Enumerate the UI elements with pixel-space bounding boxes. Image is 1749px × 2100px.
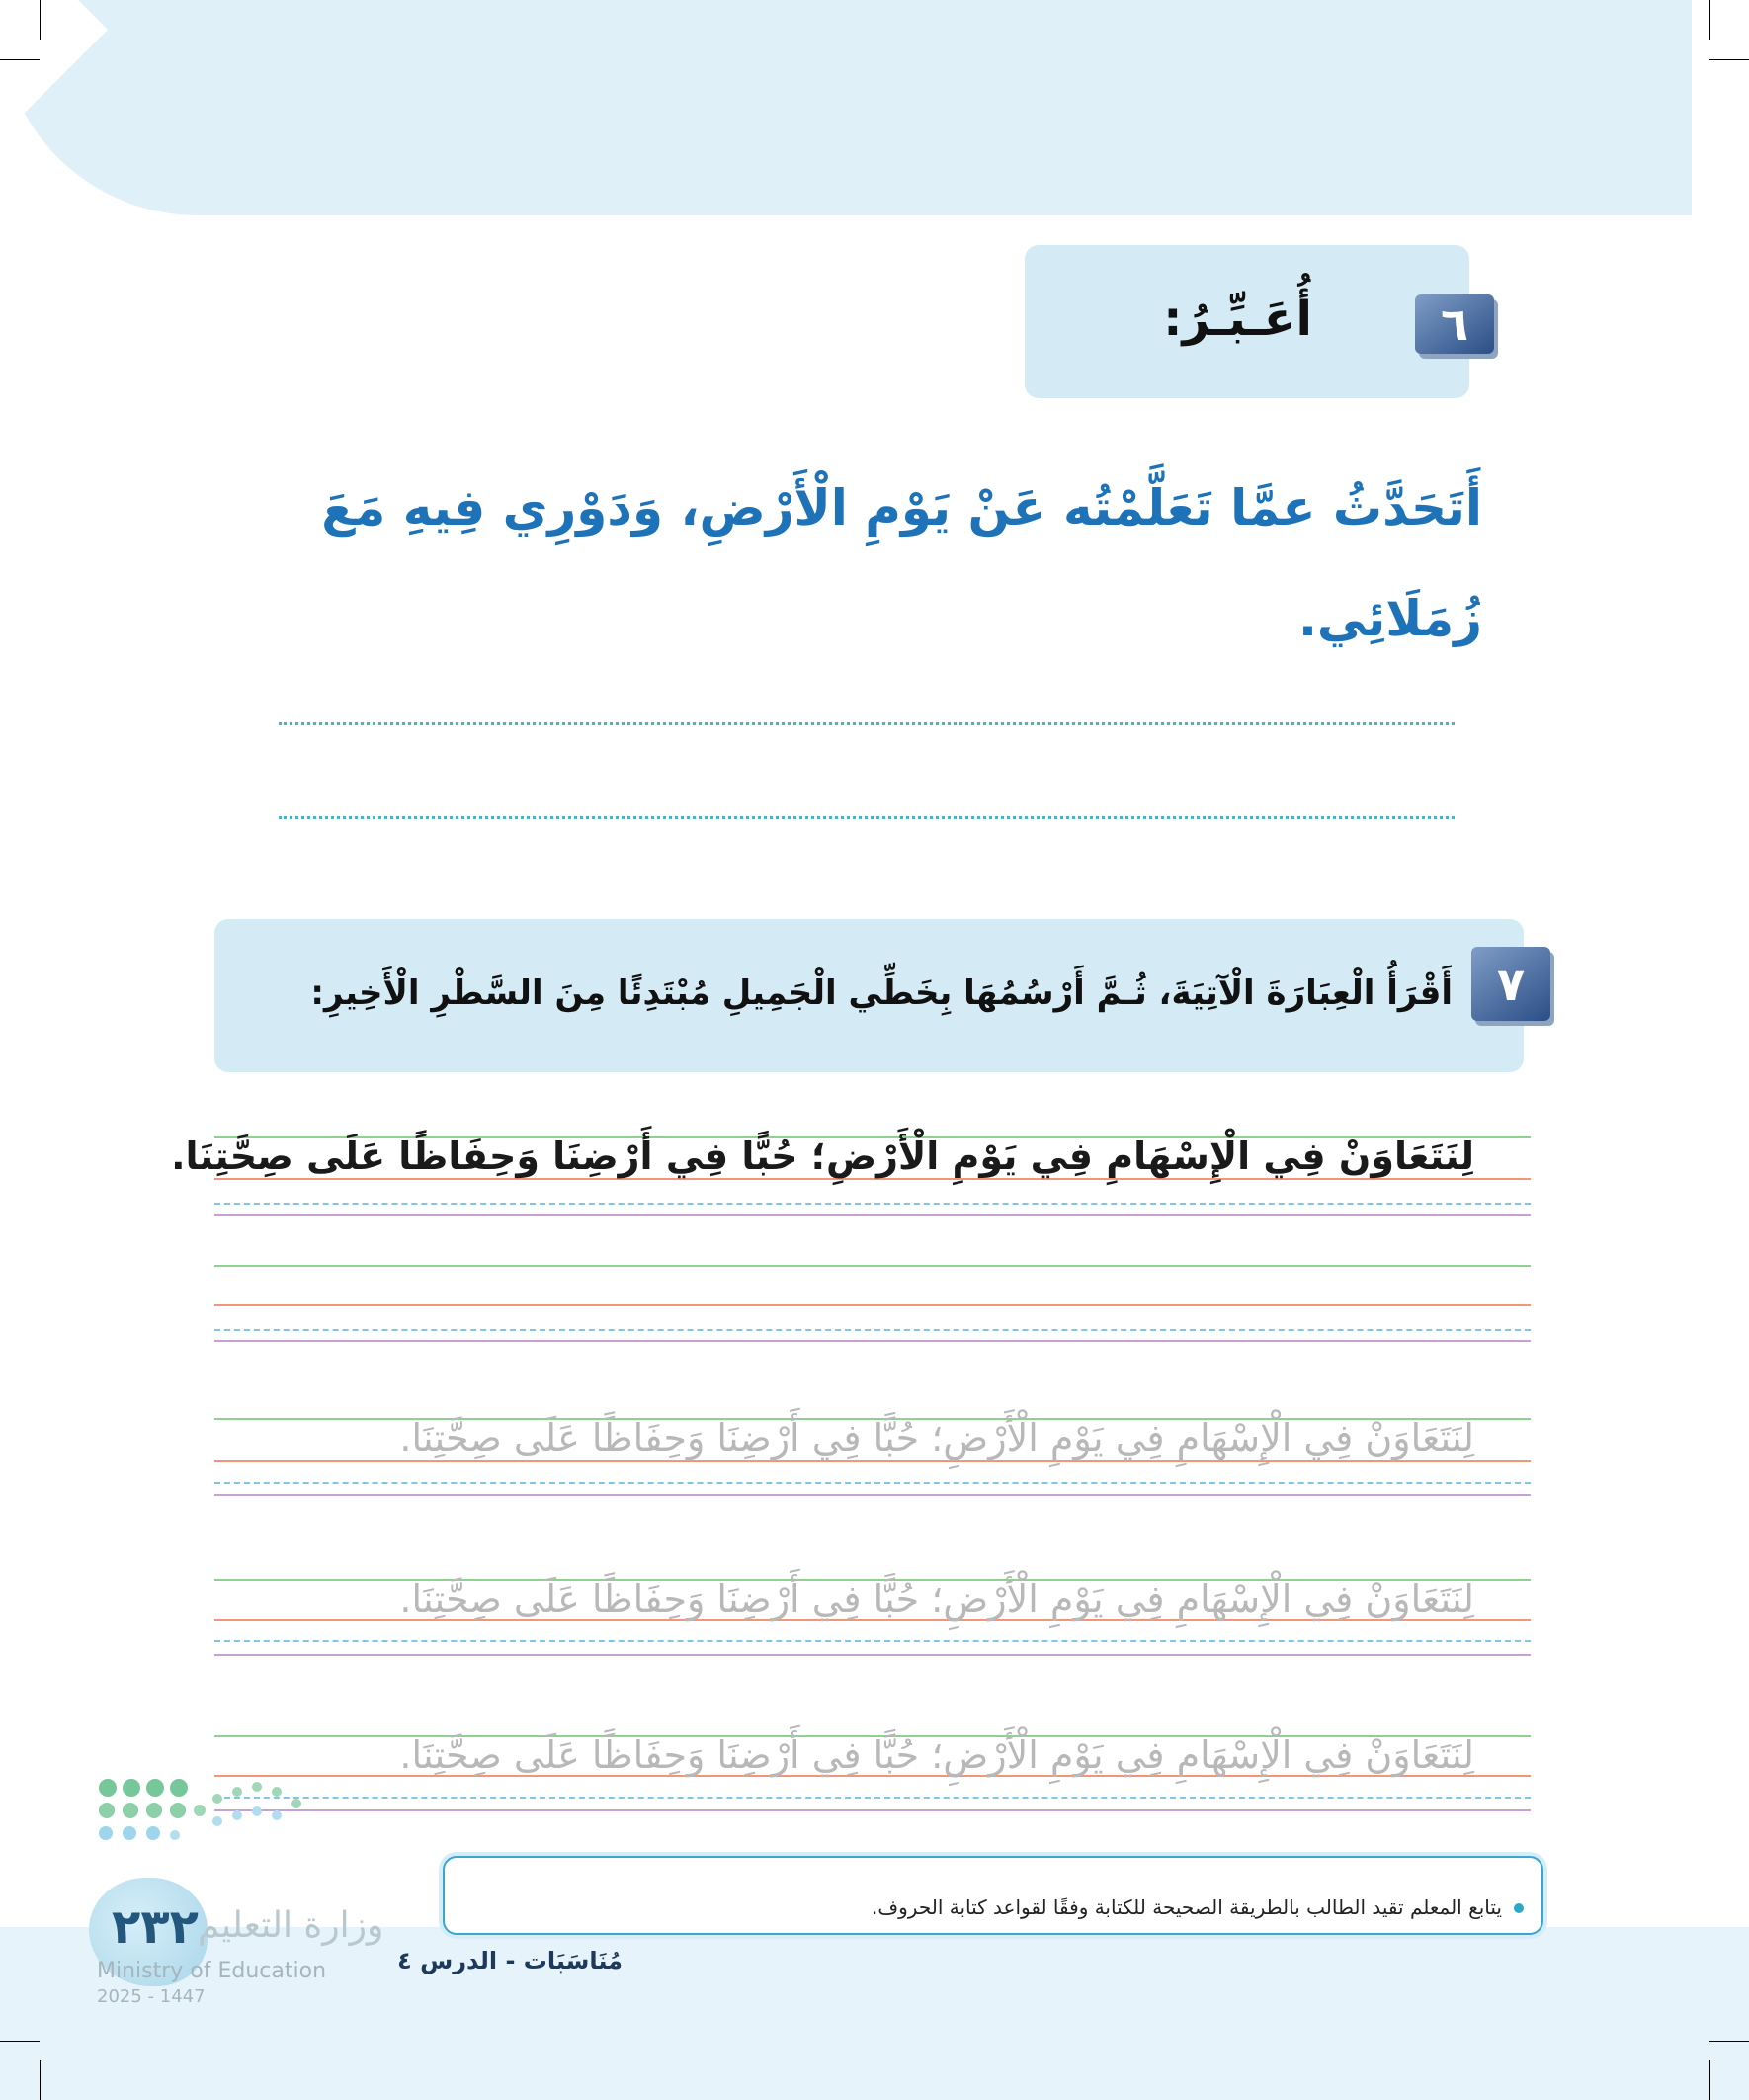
teacher-note-text: يتابع المعلم تقيد الطالب بالطريقة الصحيحة للكتابة وفقًا لقواعد كتابة الحروف. [872, 1895, 1502, 1919]
guide-line-bottom [214, 1654, 1531, 1656]
ministry-name-en: Ministry of Education [97, 1959, 327, 1983]
answer-line[interactable] [279, 816, 1455, 819]
lesson-label: مُنَاسَبَات - الدرس ٤ [397, 1947, 623, 1974]
q6-number-badge: ٦ [1415, 294, 1494, 354]
q6-title: أُعَـبِّـرُ: [1163, 292, 1312, 347]
ministry-year: 2025 - 1447 [97, 1986, 206, 2007]
crop-mark [1709, 59, 1749, 60]
q6-prompt-line2: زُمَلَائِي. [1297, 590, 1482, 647]
trace-sentence[interactable]: لِنَتَعَاوَنْ فِي الْإِسْهَامِ فِي يَوْمِ الْأَرْضِ؛ حُبًّا فِي أَرْضِنَا وَحِفَاظًا عَلَى صِحَّتِنَا. [399, 1733, 1474, 1777]
guide-line-dashed [214, 1203, 1531, 1205]
model-sentence: لِنَتَعَاوَنْ فِي الْإِسْهَامِ فِي يَوْمِ الْأَرْضِ؛ حُبًّا فِي أَرْضِنَا وَحِفَاظًا عَلَى صِحَّتِنَا. [171, 1134, 1474, 1178]
ministry-name-ar: وزارة التعليم [198, 1905, 384, 1946]
crop-mark [1709, 2041, 1749, 2042]
guide-line-base [214, 1178, 1531, 1180]
trace-sentence[interactable]: لِنَتَعَاوَنْ فِي الْإِسْهَامِ فِي يَوْمِ الْأَرْضِ؛ حُبًّا فِي أَرْضِنَا وَحِفَاظًا عَلَى صِحَّتِنَا. [399, 1577, 1474, 1621]
crop-mark [1709, 0, 1710, 40]
guide-line-dashed [214, 1640, 1531, 1642]
guide-line-bottom [214, 1809, 1531, 1811]
crop-mark [0, 2041, 40, 2042]
top-decor-band [0, 0, 1692, 215]
guide-line-dashed [214, 1797, 1531, 1799]
page-number: ٢٣٢ [112, 1899, 199, 1955]
guide-line-bottom [214, 1214, 1531, 1216]
guide-line-base [214, 1304, 1531, 1306]
guide-line-dashed [214, 1482, 1531, 1484]
guide-line-bottom [214, 1340, 1531, 1342]
crop-mark [0, 59, 40, 60]
guide-line-bottom [214, 1494, 1531, 1496]
bottom-decor-band [0, 1927, 1749, 2100]
q7-title: أَقْرَأُ الْعِبَارَةَ الْآتِيَةَ، ثُـمَّ أَرْسُمُهَا بِخَطِّي الْجَمِيلِ مُبْتَدِئًا مِنَ السَّطْرِ الْأَخِيرِ: [310, 973, 1453, 1013]
crop-mark [40, 0, 41, 40]
answer-line[interactable] [279, 722, 1455, 725]
guide-line-base [214, 1460, 1531, 1462]
q6-prompt-line1: أَتَحَدَّثُ عمَّا تَعَلَّمْتُه عَنْ يَوْمِ الْأَرْضِ، وَدَوْرِي فِيهِ مَعَ [321, 479, 1482, 537]
trace-sentence[interactable]: لِنَتَعَاوَنْ فِي الْإِسْهَامِ فِي يَوْمِ الْأَرْضِ؛ حُبًّا فِي أَرْضِنَا وَحِفَاظًا عَلَى صِحَّتِنَا. [399, 1416, 1474, 1460]
guide-line-top [214, 1265, 1531, 1267]
q7-number-badge: ٧ [1471, 947, 1550, 1021]
bullet-icon [1514, 1903, 1524, 1913]
crop-mark [1709, 2060, 1710, 2100]
crop-mark [40, 2060, 41, 2100]
guide-line-dashed [214, 1329, 1531, 1331]
